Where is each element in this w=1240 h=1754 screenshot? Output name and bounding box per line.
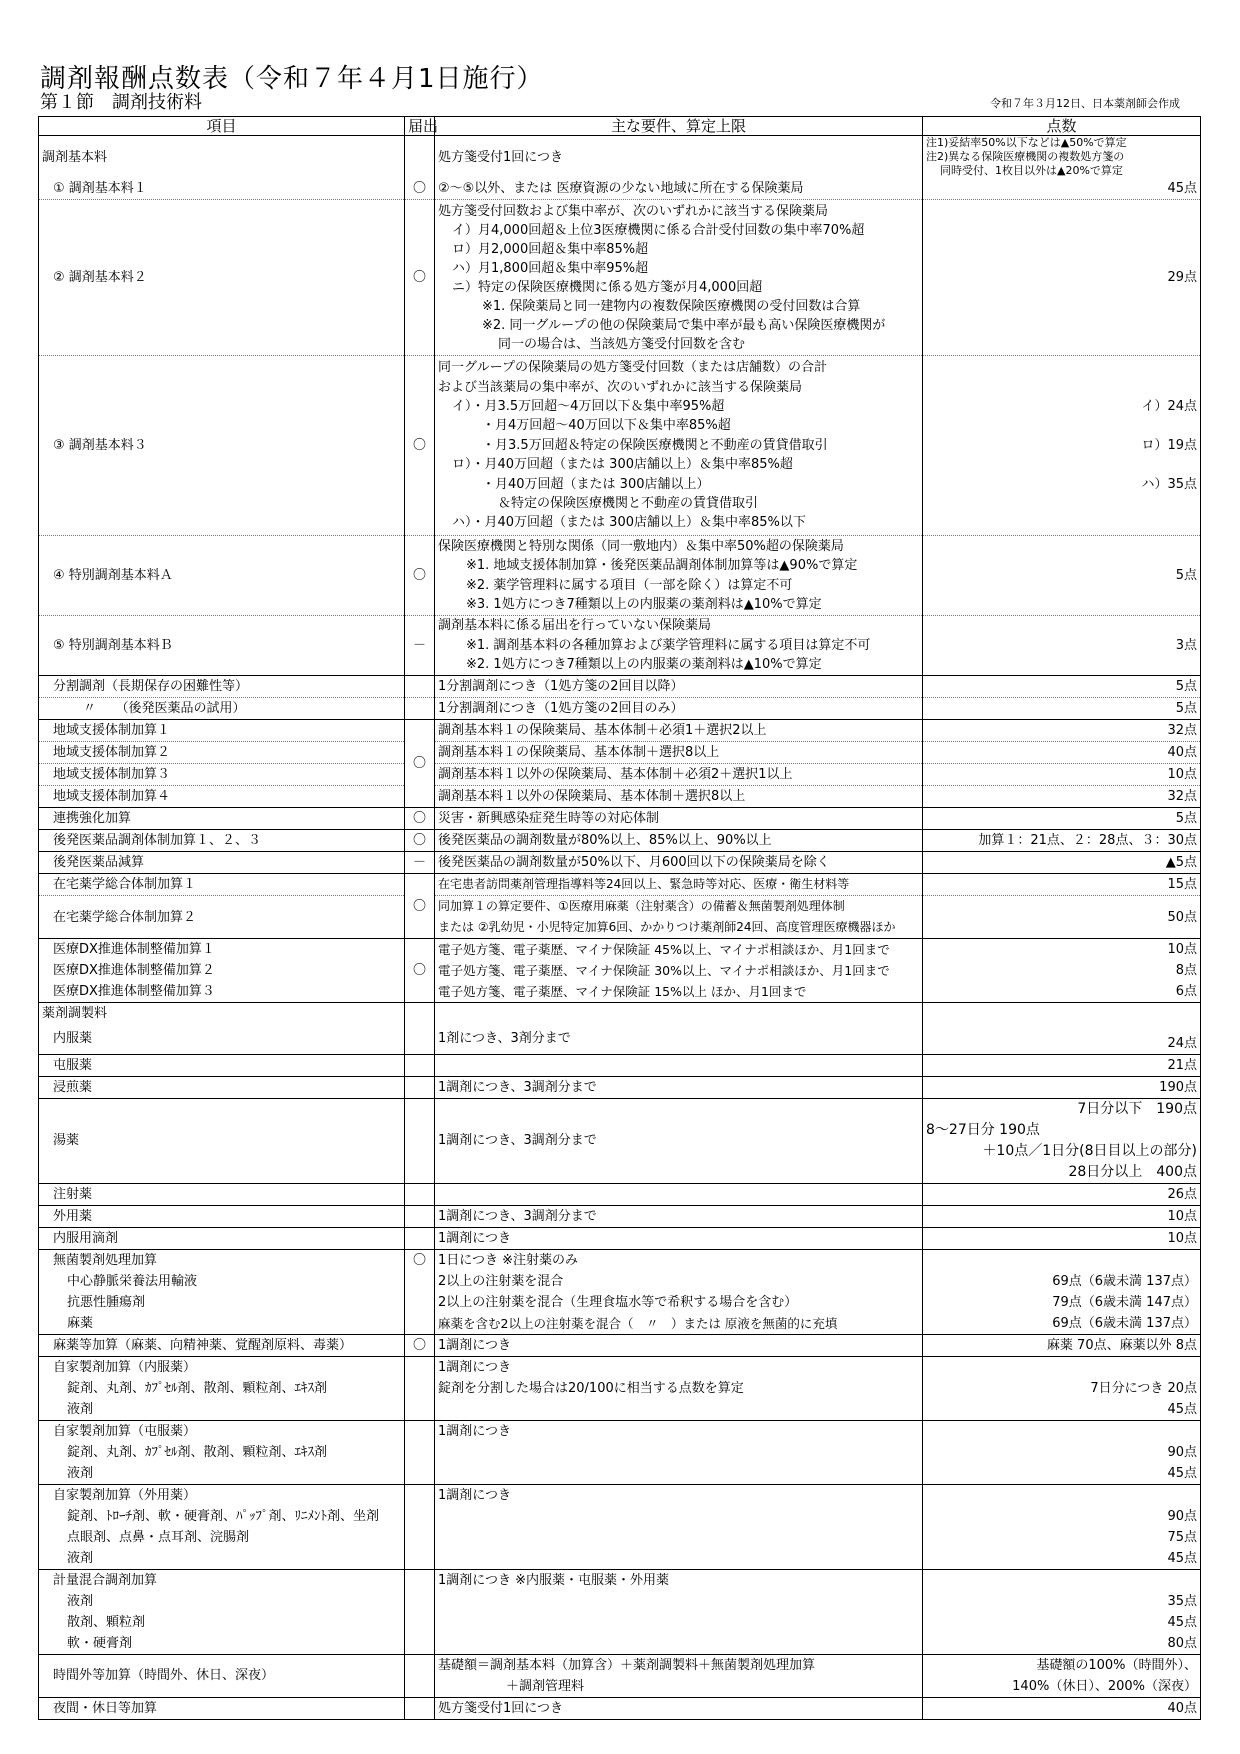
points-cell: 50点 bbox=[923, 896, 1201, 939]
table-row bbox=[39, 1569, 1201, 1591]
table-row bbox=[39, 786, 1201, 808]
table-row bbox=[39, 200, 1201, 356]
points-cell bbox=[923, 1420, 1201, 1442]
req-cell: 2以上の注射薬を混合 bbox=[435, 1271, 923, 1292]
item-cell: 内服用滴剤 bbox=[39, 1227, 405, 1249]
table-row bbox=[39, 1098, 1201, 1183]
req-cell: 錠剤を分割した場合は20/100に相当する点数を算定 bbox=[435, 1378, 923, 1399]
item-cell: 中心静脈栄養法用輸液 bbox=[39, 1271, 405, 1292]
table-row bbox=[39, 1271, 1201, 1292]
item-cell: 注射薬 bbox=[39, 1183, 405, 1205]
notif-cell: 〇 bbox=[405, 720, 435, 808]
points-cell: 32点 bbox=[923, 786, 1201, 808]
item-cell: 自家製剤加算（屯服薬） bbox=[39, 1420, 405, 1442]
points-cell: 45点 bbox=[923, 1463, 1201, 1485]
note-line: 注2)異なる保険医療機関の複数処方箋の bbox=[926, 150, 1125, 163]
req-cell bbox=[435, 1463, 923, 1485]
table-row bbox=[39, 698, 1201, 720]
item-cell: 地域支援体制加算２ bbox=[39, 742, 405, 764]
req-cell: 処方箋受付1回につき bbox=[435, 1697, 923, 1719]
points-cell: 5点 bbox=[923, 536, 1201, 616]
notif-cell: 〇 bbox=[405, 136, 435, 200]
req-cell: 1調剤につき bbox=[435, 1420, 923, 1442]
item-cell: 夜間・休日等加算 bbox=[39, 1697, 405, 1719]
points-cell: 29点 bbox=[923, 200, 1201, 356]
req-cell: 調剤基本料に係る届出を行っていない保険薬局 ※1. 調剤基本料の各種加算および薬学管理料に属する項目は算定不可 ※2. 1処方につき7種類以上の内服薬の薬剤料は▲10%で算定 bbox=[435, 616, 923, 676]
req-cell: 災害・新興感染症発生時等の対応体制 bbox=[435, 808, 923, 830]
table-row bbox=[39, 536, 1201, 616]
req-cell bbox=[435, 1506, 923, 1527]
req-cell bbox=[435, 1442, 923, 1463]
req-cell: 電子処方箋、電子薬歴、マイナ保険証 15%以上 ほか、月1回まで bbox=[435, 981, 923, 1003]
table-row bbox=[39, 720, 1201, 742]
points-cell: 32点 bbox=[923, 720, 1201, 742]
req-cell: 1調剤につき ※内服薬・屯服薬・外用薬 bbox=[435, 1569, 923, 1591]
note-line: 同時受付、1枚目以外は▲20%で算定 bbox=[940, 164, 1123, 177]
points-cell: 45点 bbox=[923, 1548, 1201, 1570]
req-cell: ②～⑤以外、または 医療資源の少ない地域に所在する保険薬局 bbox=[435, 178, 923, 200]
req-cell bbox=[435, 1527, 923, 1548]
section-title: 第１節 調剤技術料 bbox=[40, 92, 202, 113]
points-cell: 80点 bbox=[923, 1633, 1201, 1655]
req-cell: 電子処方箋、電子薬歴、マイナ保険証 30%以上、マイナポ相談ほか、月1回まで bbox=[435, 960, 923, 981]
table-row bbox=[39, 1054, 1201, 1076]
points-cell: 5点 bbox=[923, 676, 1201, 698]
notif-cell bbox=[405, 676, 435, 698]
req-cell: 電子処方箋、電子薬歴、マイナ保険証 45%以上、マイナポ相談ほか、月1回まで bbox=[435, 939, 923, 961]
table-row bbox=[39, 676, 1201, 698]
item-cell: 〃 （後発医薬品の試用） bbox=[39, 698, 405, 720]
req-cell bbox=[435, 1633, 923, 1655]
table-row bbox=[39, 1334, 1201, 1356]
req-cell bbox=[435, 1054, 923, 1076]
table-row bbox=[39, 1313, 1201, 1335]
points-cell: 10点 bbox=[923, 939, 1201, 961]
table-row bbox=[39, 896, 1201, 939]
req-cell: 1調剤につき bbox=[435, 1227, 923, 1249]
points-cell: 8点 bbox=[923, 960, 1201, 981]
item-cell: 屯服薬 bbox=[39, 1054, 405, 1076]
table-row bbox=[39, 1484, 1201, 1506]
item-cell: ③ 調剤基本料３ bbox=[39, 356, 405, 536]
item-cell: 抗悪性腫瘍剤 bbox=[39, 1292, 405, 1313]
points-cell: 40点 bbox=[923, 1697, 1201, 1719]
table-row bbox=[39, 1633, 1201, 1655]
req-cell: 同加算１の算定要件、①医療用麻薬（注射薬含）の備蓄＆無菌製剤処理体制 または ②乳幼児・小児特定加算6回、かかりつけ薬剤師24回、高度管理医療機器ほか bbox=[435, 896, 923, 939]
item-cell: 地域支援体制加算１ bbox=[39, 720, 405, 742]
table-row bbox=[39, 1024, 1201, 1054]
req-cell: 1調剤につき bbox=[435, 1484, 923, 1506]
req-cell: 1剤につき、3剤分まで bbox=[435, 1024, 923, 1054]
req-cell: 調剤基本料１以外の保険薬局、基本体制＋選択8以上 bbox=[435, 786, 923, 808]
table-row bbox=[39, 1378, 1201, 1399]
col-header-notif: 届出 bbox=[405, 117, 435, 136]
table-row bbox=[39, 1463, 1201, 1485]
points-cell: 基礎額の100%（時間外）、 140%（休日）、200%（深夜） bbox=[923, 1654, 1201, 1697]
req-cell: 後発医薬品の調剤数量が50%以下、月600回以下の保険薬局を除く bbox=[435, 852, 923, 874]
item-cell: 計量混合調剤加算 bbox=[39, 1569, 405, 1591]
item-cell: 錠剤、丸剤、ｶﾌﾟｾﾙ剤、散剤、顆粒剤、ｴｷｽ剤 bbox=[39, 1442, 405, 1463]
req-cell: 在宅患者訪問薬剤管理指導料等24回以上、緊急時等対応、医療・衛生材料等 bbox=[435, 874, 923, 896]
table-row bbox=[39, 1356, 1201, 1378]
item-cell: 薬剤調製料 bbox=[39, 1003, 405, 1025]
item-cell: 点眼剤、点鼻・点耳剤、浣腸剤 bbox=[39, 1527, 405, 1548]
points-cell: 10点 bbox=[923, 1227, 1201, 1249]
points-cell: 35点 bbox=[923, 1591, 1201, 1612]
table-header-row bbox=[39, 117, 1201, 136]
table-row bbox=[39, 1183, 1201, 1205]
req-cell bbox=[435, 1399, 923, 1421]
points-cell: 40点 bbox=[923, 742, 1201, 764]
req-cell: 同一グループの保険薬局の処方箋受付回数（または店舗数）の合計 および当該薬局の集中率が、次のいずれかに該当する保険薬局 イ）・月3.5万回超～4万回以下＆集中率95%超 ・月4万回超～40万回以下＆集中率85%超 ・月3.5万回超＆特定の保険医療機関と不動産の賃貸借取引 ロ）・月40万回超（または 300店舗以上）＆集中率85%超 ・月40万回超（または 300店舗以上） ＆特定の保険医療機関と不動産の賃貸借取引 ハ）・月40万回超（または 300店舗以上）＆集中率85%以下 bbox=[435, 356, 923, 536]
fee-table bbox=[38, 116, 1201, 1720]
item-cell: ④ 特別調剤基本料Ａ bbox=[39, 536, 405, 616]
table-row bbox=[39, 742, 1201, 764]
points-cell bbox=[923, 1356, 1201, 1378]
req-cell: 2以上の注射薬を混合（生理食塩水等で希釈する場合を含む） bbox=[435, 1292, 923, 1313]
item-cell: 浸煎薬 bbox=[39, 1076, 405, 1098]
item-cell: 後発医薬品調剤体制加算１、２、３ bbox=[39, 830, 405, 852]
col-header-item: 項目 bbox=[39, 117, 405, 136]
item-cell: 分割調剤（長期保存の困難性等） bbox=[39, 676, 405, 698]
table-row bbox=[39, 960, 1201, 981]
table-row bbox=[39, 808, 1201, 830]
table-row bbox=[39, 1227, 1201, 1249]
notif-cell: 〇 bbox=[405, 939, 435, 1003]
table-row bbox=[39, 1442, 1201, 1463]
table-row bbox=[39, 1654, 1201, 1697]
points-cell: 45点 bbox=[923, 1612, 1201, 1633]
points-cell bbox=[923, 1484, 1201, 1506]
req-cell: 処方箋受付1回につき bbox=[435, 136, 923, 179]
item-cell: 外用薬 bbox=[39, 1205, 405, 1227]
table-row bbox=[39, 1420, 1201, 1442]
points-cell: 90点 bbox=[923, 1442, 1201, 1463]
item-cell: 調剤基本料 bbox=[39, 136, 405, 179]
table-row bbox=[39, 1076, 1201, 1098]
table-row bbox=[39, 981, 1201, 1003]
points-cell: イ）24点 ロ）19点 ハ）35点 bbox=[923, 356, 1201, 536]
req-cell bbox=[435, 1183, 923, 1205]
item-cell: 散剤、顆粒剤 bbox=[39, 1612, 405, 1633]
req-cell: 1調剤につき、3調剤分まで bbox=[435, 1205, 923, 1227]
item-cell: 医療DX推進体制整備加算３ bbox=[39, 981, 405, 1003]
points-cell: 75点 bbox=[923, 1527, 1201, 1548]
req-cell: 1調剤につき bbox=[435, 1356, 923, 1378]
item-cell: 液剤 bbox=[39, 1463, 405, 1485]
notif-cell: 〇 bbox=[405, 808, 435, 830]
req-cell: 麻薬を含む2以上の注射薬を混合（ 〃 ）または 原液を無菌的に充填 bbox=[435, 1313, 923, 1335]
points-cell bbox=[923, 1569, 1201, 1591]
item-cell: 地域支援体制加算４ bbox=[39, 786, 405, 808]
item-cell: 時間外等加算（時間外、休日、深夜） bbox=[39, 1654, 405, 1697]
item-cell: 在宅薬学総合体制加算１ bbox=[39, 874, 405, 896]
table-row bbox=[39, 830, 1201, 852]
points-cell: 加算１：21点、２：28点、３：30点 bbox=[923, 830, 1201, 852]
item-cell: ⑤ 特別調剤基本料Ｂ bbox=[39, 616, 405, 676]
item-cell: 錠剤、丸剤、ｶﾌﾟｾﾙ剤、散剤、顆粒剤、ｴｷｽ剤 bbox=[39, 1378, 405, 1399]
item-cell: 湯薬 bbox=[39, 1098, 405, 1183]
table-row bbox=[39, 1292, 1201, 1313]
table-row bbox=[39, 852, 1201, 874]
req-cell: 1調剤につき、3調剤分まで bbox=[435, 1098, 923, 1183]
item-cell: 自家製剤加算（内服薬） bbox=[39, 1356, 405, 1378]
req-cell: 後発医薬品の調剤数量が80%以上、85%以上、90%以上 bbox=[435, 830, 923, 852]
table-row bbox=[39, 178, 1201, 200]
item-cell: 医療DX推進体制整備加算１ bbox=[39, 939, 405, 961]
points-cell: 24点 bbox=[923, 1024, 1201, 1054]
req-cell: 調剤基本料１の保険薬局、基本体制＋選択8以上 bbox=[435, 742, 923, 764]
table-row bbox=[39, 874, 1201, 896]
credit-line: 令和７年３月12日、日本薬剤師会作成 bbox=[990, 97, 1180, 110]
req-cell bbox=[435, 1591, 923, 1612]
table-row bbox=[39, 764, 1201, 786]
points-cell: 5点 bbox=[923, 808, 1201, 830]
points-cell: 6点 bbox=[923, 981, 1201, 1003]
points-cell: 45点 bbox=[923, 178, 1201, 200]
points-cell: 26点 bbox=[923, 1183, 1201, 1205]
req-cell: 処方箋受付回数および集中率が、次のいずれかに該当する保険薬局 イ）月4,000回超＆上位3医療機関に係る合計受付回数の集中率70%超 ロ）月2,000回超＆集中率85%超 ハ）月1,800回超＆集中率95%超 ニ）特定の保険医療機関に係る処方箋が月4,000回超 ※1. 保険薬局と同一建物内の複数保険医療機関の受付回数は合算 ※2. 同一グループの他の保険薬局で集中率が最も高い保険医療機関が 同一の場合は、当該処方箋受付回数を含む bbox=[435, 200, 923, 356]
table-row bbox=[39, 1506, 1201, 1527]
req-cell: 1調剤につき bbox=[435, 1334, 923, 1356]
points-cell: 90点 bbox=[923, 1506, 1201, 1527]
item-cell: 内服薬 bbox=[39, 1024, 405, 1054]
notif-cell: 〇 bbox=[405, 1334, 435, 1356]
table-row bbox=[39, 136, 1201, 179]
notif-cell: 〇 bbox=[405, 1249, 435, 1271]
req-cell: 調剤基本料１の保険薬局、基本体制＋必須1＋選択2以上 bbox=[435, 720, 923, 742]
item-cell: 自家製剤加算（外用薬） bbox=[39, 1484, 405, 1506]
req-cell: 1日につき ※注射薬のみ bbox=[435, 1249, 923, 1271]
points-cell: 10点 bbox=[923, 764, 1201, 786]
req-cell: 1分割調剤につき（1処方箋の2回目のみ） bbox=[435, 698, 923, 720]
notif-cell: 〇 bbox=[405, 830, 435, 852]
points-cell: 21点 bbox=[923, 1054, 1201, 1076]
item-cell: ② 調剤基本料２ bbox=[39, 200, 405, 356]
table-row bbox=[39, 1612, 1201, 1633]
item-cell: 麻薬 bbox=[39, 1313, 405, 1335]
req-cell bbox=[435, 1548, 923, 1570]
item-cell: 軟・硬膏剤 bbox=[39, 1633, 405, 1655]
notif-cell bbox=[405, 1024, 435, 1054]
item-cell: 液剤 bbox=[39, 1591, 405, 1612]
req-cell: 調剤基本料１以外の保険薬局、基本体制＋必須2＋選択1以上 bbox=[435, 764, 923, 786]
table-row bbox=[39, 1548, 1201, 1570]
table-row bbox=[39, 1003, 1201, 1025]
item-cell: 液剤 bbox=[39, 1548, 405, 1570]
req-cell bbox=[435, 1612, 923, 1633]
points-cell: 3点 bbox=[923, 616, 1201, 676]
points-cell: 麻薬 70点、麻薬以外 8点 bbox=[923, 1334, 1201, 1356]
table-row bbox=[39, 356, 1201, 536]
item-cell: 医療DX推進体制整備加算２ bbox=[39, 960, 405, 981]
col-header-points: 点数 bbox=[923, 117, 1201, 136]
points-cell: 69点（6歳未満 137点） bbox=[923, 1313, 1201, 1335]
points-cell: 5点 bbox=[923, 698, 1201, 720]
table-row bbox=[39, 1249, 1201, 1271]
table-row bbox=[39, 1591, 1201, 1612]
col-header-req: 主な要件、算定上限 bbox=[435, 117, 923, 136]
points-cell: 45点 bbox=[923, 1399, 1201, 1421]
req-cell: 保険医療機関と特別な関係（同一敷地内）＆集中率50%超の保険薬局 ※1. 地域支援体制加算・後発医薬品調剤体制加算等は▲90%で算定 ※2. 薬学管理料に属する項目（一部を除く）は算定不可 ※3. 1処方につき7種類以上の内服薬の薬剤料は▲10%で算定 bbox=[435, 536, 923, 616]
item-cell: 在宅薬学総合体制加算２ bbox=[39, 896, 405, 939]
points-cell: 15点 bbox=[923, 874, 1201, 896]
req-cell: 基礎額＝調剤基本料（加算含）＋薬剤調製料＋無菌製剤処理加算 ＋調剤管理料 bbox=[435, 1654, 923, 1697]
points-cell: 190点 bbox=[923, 1076, 1201, 1098]
points-cell: 79点（6歳未満 147点） bbox=[923, 1292, 1201, 1313]
page-title: 調剤報酬点数表（令和７年４月1日施行） bbox=[40, 64, 544, 94]
item-cell: 麻薬等加算（麻薬、向精神薬、覚醒剤原料、毒薬） bbox=[39, 1334, 405, 1356]
item-cell: 連携強化加算 bbox=[39, 808, 405, 830]
item-cell: ① 調剤基本料１ bbox=[39, 178, 405, 200]
points-cell: ▲5点 bbox=[923, 852, 1201, 874]
table-row bbox=[39, 1527, 1201, 1548]
notif-cell: 〇 bbox=[405, 356, 435, 536]
notif-cell: 〇 bbox=[405, 874, 435, 939]
table-row bbox=[39, 616, 1201, 676]
points-cell bbox=[923, 1249, 1201, 1271]
notif-cell: － bbox=[405, 852, 435, 874]
notif-cell: 〇 bbox=[405, 200, 435, 356]
notif-cell: － bbox=[405, 616, 435, 676]
points-cell: 10点 bbox=[923, 1205, 1201, 1227]
notif-cell: 〇 bbox=[405, 536, 435, 616]
table-row bbox=[39, 1697, 1201, 1719]
item-cell: 無菌製剤処理加算 bbox=[39, 1249, 405, 1271]
table-row bbox=[39, 1205, 1201, 1227]
points-cell: 69点（6歳未満 137点） bbox=[923, 1271, 1201, 1292]
notif-cell bbox=[405, 698, 435, 720]
item-cell: 液剤 bbox=[39, 1399, 405, 1421]
req-cell: 1調剤につき、3調剤分まで bbox=[435, 1076, 923, 1098]
item-cell: 地域支援体制加算３ bbox=[39, 764, 405, 786]
points-cell bbox=[923, 136, 1201, 179]
table-row bbox=[39, 939, 1201, 961]
table-row bbox=[39, 1399, 1201, 1421]
item-cell: 錠剤、ﾄﾛｰﾁ剤、軟・硬膏剤、ﾊﾟｯﾌﾟ剤、ﾘﾆﾒﾝﾄ剤、坐剤 bbox=[39, 1506, 405, 1527]
req-cell: 1分割調剤につき（1処方箋の2回目以降） bbox=[435, 676, 923, 698]
points-cell: 7日分以下 190点 8～27日分 190点 ＋10点／1日分(8日目以上の部分) 28日分以上 400点 bbox=[923, 1098, 1201, 1183]
note-line: 注1)妥結率50%以下などは▲50%で算定 bbox=[926, 136, 1127, 149]
points-cell: 7日分につき 20点 bbox=[923, 1378, 1201, 1399]
item-cell: 後発医薬品減算 bbox=[39, 852, 405, 874]
